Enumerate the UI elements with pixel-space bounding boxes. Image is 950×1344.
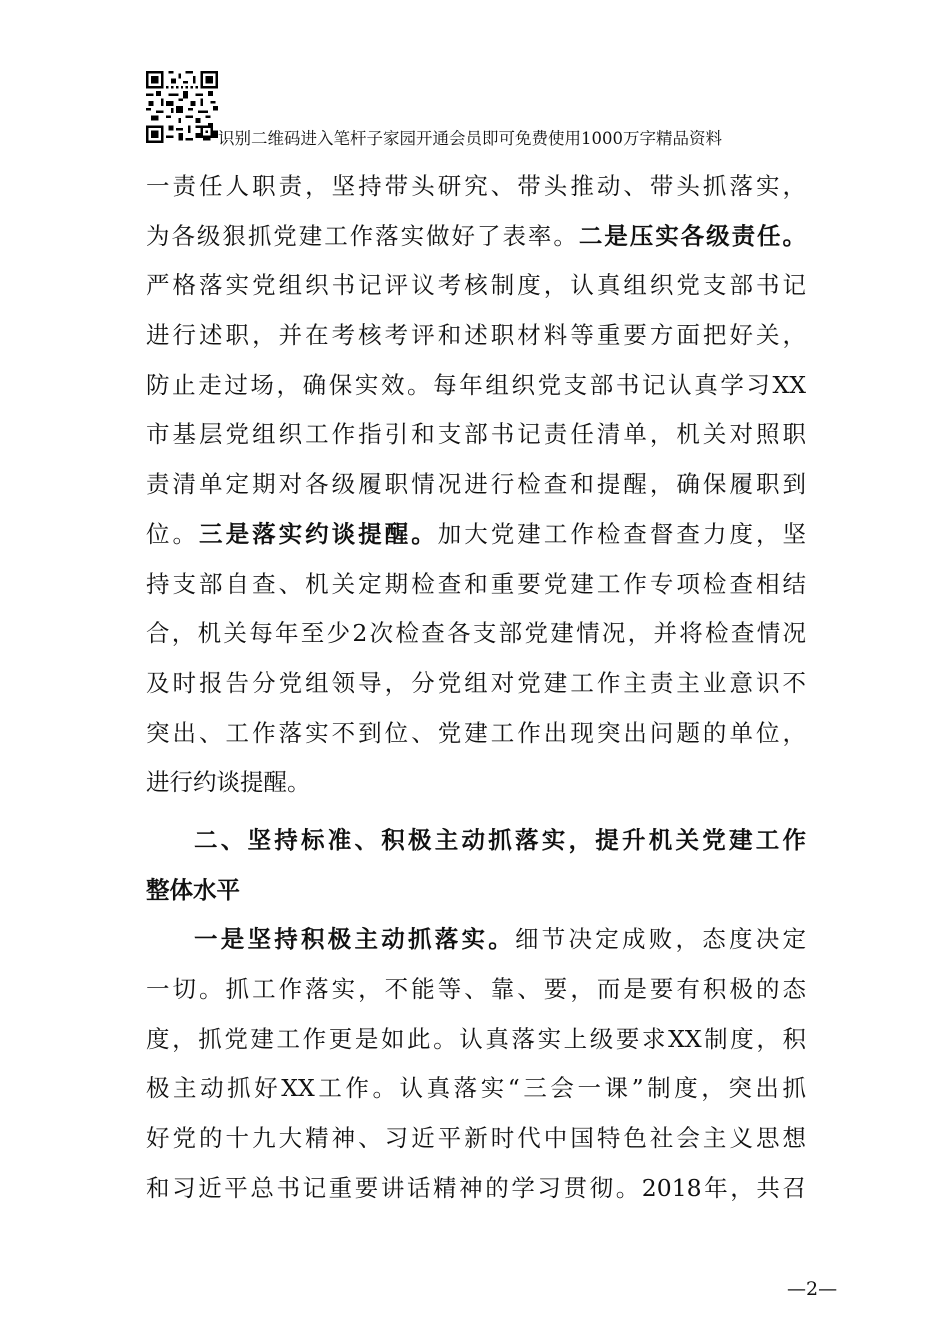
paragraph1-line: 进行约谈提醒。	[146, 768, 311, 797]
text-run: 为各级狠抓党建工作落实做好了表率。	[146, 221, 579, 250]
paragraph1-line: 进行述职，并在考核考评和述职材料等重要方面把好关，	[146, 321, 806, 350]
paragraph2-line: 度，抓党建工作更是如此。认真落实上级要求XX制度，积	[146, 1024, 806, 1053]
paragraph2-line: 和习近平总书记重要讲话精神的学习贯彻。2018年，共召	[146, 1173, 806, 1202]
paragraph1-line	[146, 212, 806, 262]
paragraph1-line: 市基层党组织工作指引和支部书记责任清单，机关对照职	[146, 420, 806, 449]
subheading-inline: 一是坚持积极主动抓落实。	[194, 925, 515, 954]
paragraph1-line: 一责任人职责，坚持带头研究、带头推动、带头抓落实，	[146, 172, 806, 200]
text-run: 细节决定成败，态度决定	[515, 925, 806, 954]
paragraph1-line: 及时报告分党组领导，分党组对党建工作主责主业意识不	[146, 668, 806, 697]
paragraph2-line: 好党的十九大精神、习近平新时代中国特色社会主义思想	[146, 1124, 806, 1153]
qr-promo-banner: 识别二维码进入笔杆子家园开通会员即可免费使用1000万字精品资料	[218, 129, 722, 148]
paragraph1-line: 突出、工作落实不到位、党建工作出现突出问题的单位，	[146, 718, 806, 747]
paragraph2-line: 一切。抓工作落实，不能等、靠、要，而是要有积极的态	[146, 975, 806, 1003]
section-heading: 二、坚持标准、积极主动抓落实，提升机关党建工作	[194, 825, 806, 854]
text-run: 位。	[146, 519, 200, 548]
document-body	[146, 162, 806, 1213]
text-run: 加大党建工作检查督查力度，坚	[437, 519, 807, 548]
qr-code-icon	[146, 71, 218, 143]
section-heading: 整体水平	[146, 875, 240, 904]
subheading-inline: 二是压实各级责任。	[578, 221, 807, 250]
subheading-inline: 三是落实约谈提醒。	[199, 519, 438, 548]
paragraph1-line	[146, 510, 806, 560]
paragraph1-line: 合，机关每年至少2次检查各支部党建情况，并将检查情况	[146, 619, 806, 648]
paragraph2-line: 极主动抓好XX工作。认真落实“三会一课”制度，突出抓	[146, 1074, 806, 1103]
page-number: —2—	[787, 1278, 838, 1300]
paragraph2-line	[146, 915, 806, 965]
paragraph1-line: 责清单定期对各级履职情况进行检查和提醒，确保履职到	[146, 470, 806, 499]
paragraph1-line: 严格落实党组织书记评议考核制度，认真组织党支部书记	[146, 271, 806, 300]
paragraph1-line: 防止走过场，确保实效。每年组织党支部书记认真学习XX	[146, 370, 806, 399]
paragraph1-line: 持支部自查、机关定期检查和重要党建工作专项检查相结	[146, 569, 806, 598]
